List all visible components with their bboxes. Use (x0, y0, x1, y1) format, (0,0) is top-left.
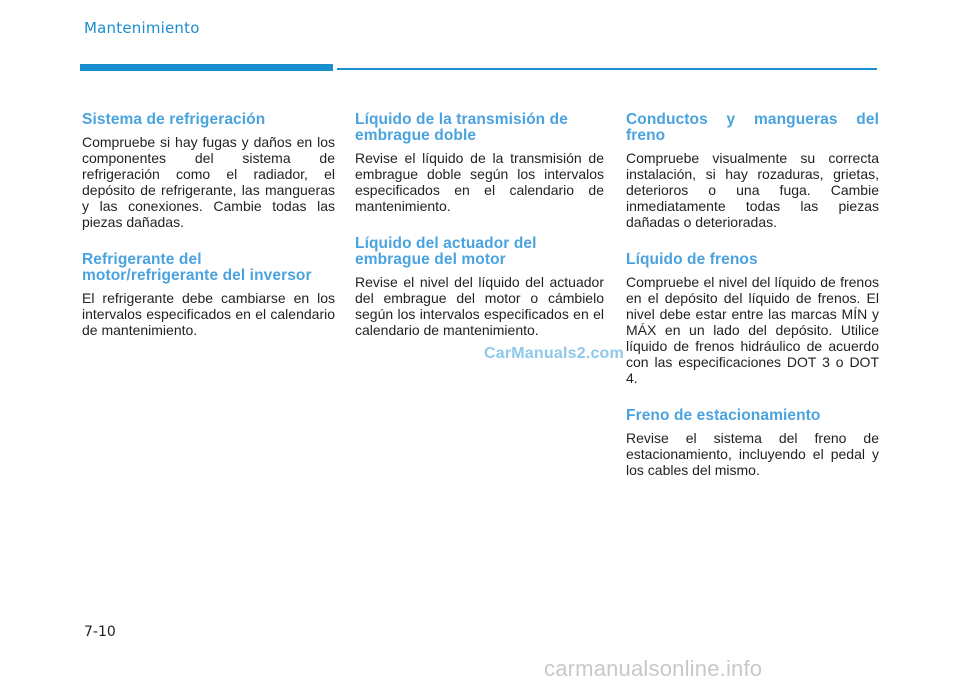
section-body: Revise el líquido de la transmisión de embrague doble según los intervalos especificados en el calendario de mantenimiento. (355, 150, 604, 214)
section-heading: Líquido de frenos (626, 251, 758, 268)
section-parking-brake (626, 408, 879, 478)
section-heading: Líquido del actuador del embrague del motor (355, 235, 537, 268)
section-brake-fluid (626, 252, 879, 386)
section-dct-fluid (355, 112, 604, 214)
section-body: Compruebe visualmente su correcta instalación, si hay rozaduras, grietas, deterioros o una fuga. Cambie inmediatamente todas las piezas dañadas o deterioradas. (626, 150, 879, 230)
section-heading: Líquido de la transmisión de embrague doble (355, 111, 568, 144)
header-rule-thick (80, 64, 333, 71)
section-brake-lines (626, 112, 879, 230)
section-body: Compruebe el nivel del líquido de frenos en el depósito del líquido de frenos. El nivel debe estar entre las marcas MÍN y MÁX en un lado del depósito. Utilice líquido de frenos hidráulico de acuerdo con las especificaciones DOT 3 o DOT 4. (626, 274, 879, 386)
column-1 (82, 112, 335, 360)
section-body: Revise el nivel del líquido del actuador del embrague del motor o cámbielo según los intervalos especificados en el calendario de mantenimiento. (355, 274, 604, 338)
section-body: El refrigerante debe cambiarse en los intervalos especificados en el calendario de mantenimiento. (82, 290, 335, 338)
watermark-logo: CarManuals2.com (484, 345, 624, 362)
section-heading (82, 252, 335, 284)
page-number: 7-10 (84, 624, 116, 640)
column-2 (355, 112, 604, 360)
section-coolant (82, 252, 335, 338)
section-heading: Conductos y mangueras del freno (626, 111, 879, 144)
section-body: Revise el sistema del freno de estacionamiento, incluyendo el pedal y los cables del mismo. (626, 430, 879, 478)
section-heading: Sistema de refrigeración (82, 111, 266, 128)
heading-line-1: Refrigerante del (82, 251, 202, 268)
header-rule-thin (337, 68, 877, 70)
section-body: Compruebe si hay fugas y daños en los componentes del sistema de refrigeración como el radiador, el depósito de refrigerante, las mangueras y las conexiones. Cambie todas las piezas dañadas. (82, 134, 335, 230)
column-3 (626, 112, 879, 500)
watermark-footer: carmanualsonline.info (544, 656, 763, 681)
section-title: Mantenimiento (84, 19, 200, 37)
section-clutch-actuator-fluid (355, 236, 604, 338)
heading-line-2: motor/refrigerante del inversor (82, 267, 312, 284)
section-heading: Freno de estacionamiento (626, 407, 821, 424)
section-cooling-system (82, 112, 335, 230)
